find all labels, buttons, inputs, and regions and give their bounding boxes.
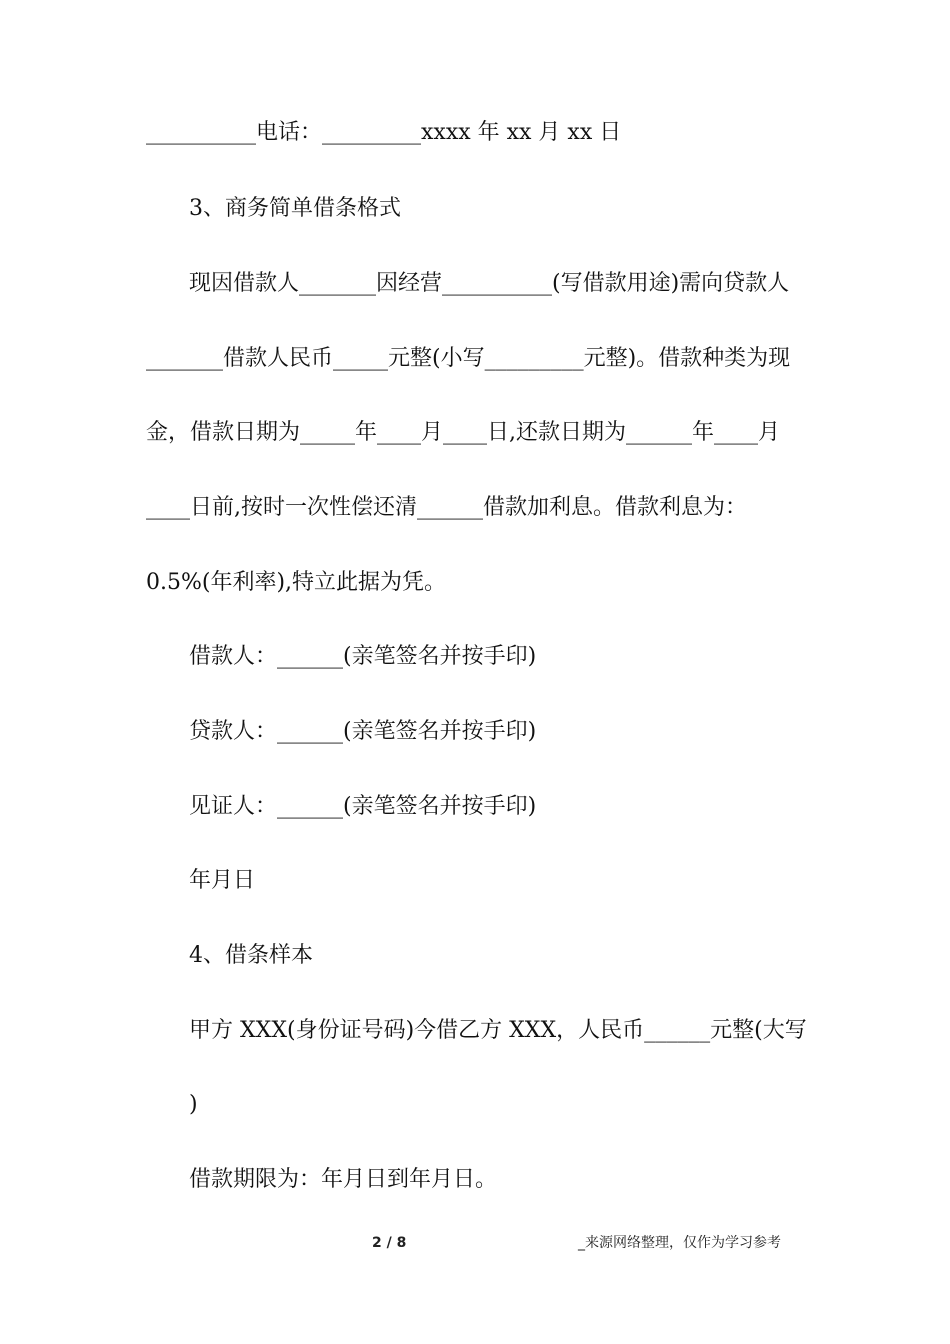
sample-paragraph-line-1: 甲方 XXX(身份证号码)今借乙方 XXX，人民币______元整(大写 bbox=[189, 1018, 807, 1043]
text-line-phone-date: __________电话：_________xxxx 年 xx 月 xx 日 bbox=[146, 120, 622, 145]
loan-term-line: 借款期限为：年月日到年月日。 bbox=[189, 1167, 498, 1192]
paragraph-line-5: 0.5%(年利率),特立此据为凭。 bbox=[146, 570, 447, 595]
paragraph-line-3: 金，借款日期为_____年____月____日,还款日期为______年____月 bbox=[146, 420, 780, 445]
date-line: 年月日 bbox=[189, 868, 256, 893]
section-heading-business-iou: 3、商务简单借条格式 bbox=[189, 196, 401, 221]
section-heading-iou-sample: 4、借条样本 bbox=[189, 943, 313, 968]
source-note: _来源网络整理，仅作为学习参考 bbox=[578, 1235, 781, 1251]
page-number: 2 / 8 bbox=[372, 1235, 407, 1251]
paragraph-line-1: 现因借款人_______因经营__________(写借款用途)需向贷款人 bbox=[189, 271, 790, 296]
paragraph-line-2: _______借款人民币_____元整(小写_________元整)。借款种类为现 bbox=[146, 346, 791, 371]
paragraph-line-4: ____日前,按时一次性偿还清______借款加利息。借款利息为： bbox=[146, 495, 747, 520]
lender-signature-line: 贷款人：______(亲笔签名并按手印) bbox=[189, 719, 537, 744]
borrower-signature-line: 借款人：______(亲笔签名并按手印) bbox=[189, 644, 537, 669]
witness-signature-line: 见证人：______(亲笔签名并按手印) bbox=[189, 794, 537, 819]
sample-paragraph-line-2: ) bbox=[189, 1092, 198, 1117]
